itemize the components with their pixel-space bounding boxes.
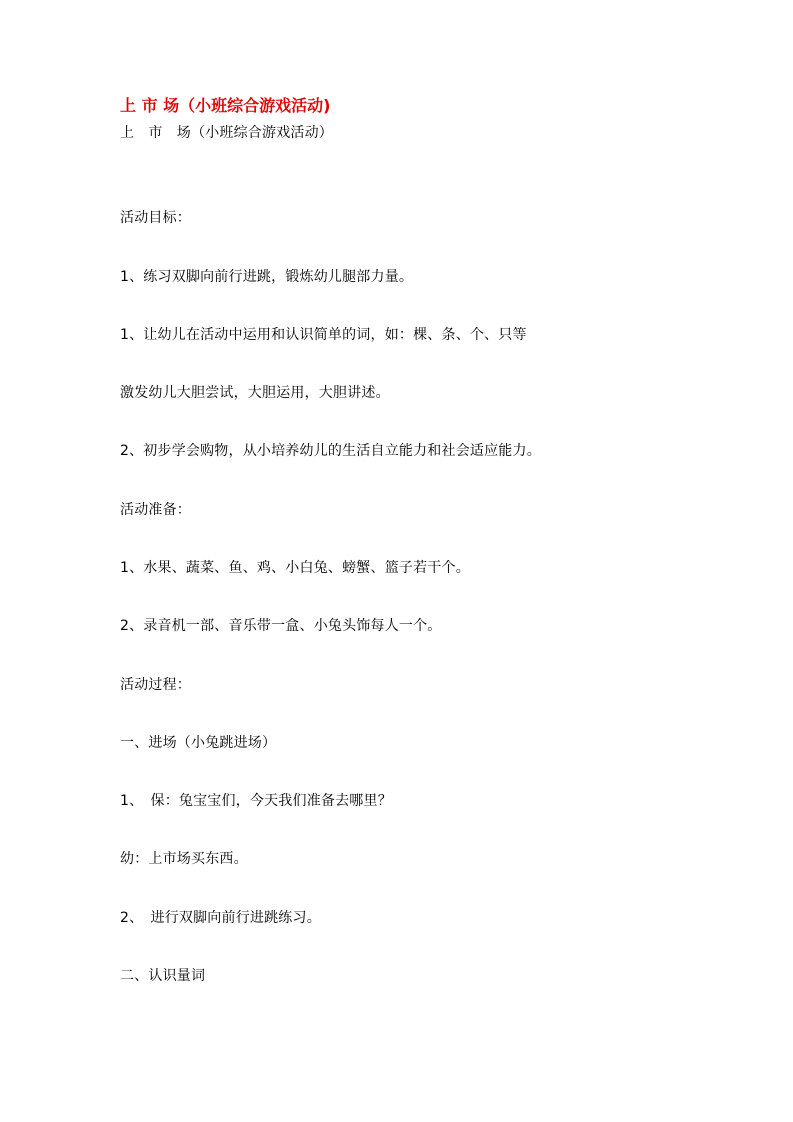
paragraph-line: 激发幼儿大胆尝试，大胆运用，大胆讲述。 [120, 385, 390, 401]
document-title: 上 市 场（小班综合游戏活动) [120, 96, 331, 115]
paragraph-line: 2、录音机一部、音乐带一盒、小兔头饰每人一个。 [120, 618, 442, 634]
paragraph-line: 幼：上市场买东西。 [120, 851, 248, 867]
section-heading-goals: 活动目标： [120, 210, 191, 226]
paragraph-line: 1、水果、蔬菜、鱼、鸡、小白兔、螃蟹、篮子若干个。 [120, 560, 470, 576]
paragraph-line: 1、 保：兔宝宝们，今天我们准备去哪里？ [120, 793, 392, 809]
subtitle-line: 上 市 场（小班综合游戏活动） [120, 125, 333, 141]
paragraph-line: 2、初步学会购物，从小培养幼儿的生活自立能力和社会适应能力。 [120, 443, 541, 459]
paragraph-line: 2、 进行双脚向前行进跳练习。 [120, 910, 321, 926]
paragraph-line: 1、练习双脚向前行进跳，锻炼幼儿腿部力量。 [120, 269, 414, 285]
section-heading-process: 活动过程： [120, 677, 191, 693]
paragraph-line: 1、让幼儿在活动中运用和认识简单的词，如：棵、条、个、只等 [120, 327, 527, 343]
section-heading-preparation: 活动准备： [120, 502, 191, 518]
paragraph-line: 二、认识量词 [120, 968, 206, 984]
paragraph-line: 一、进场（小兔跳进场） [120, 735, 277, 751]
